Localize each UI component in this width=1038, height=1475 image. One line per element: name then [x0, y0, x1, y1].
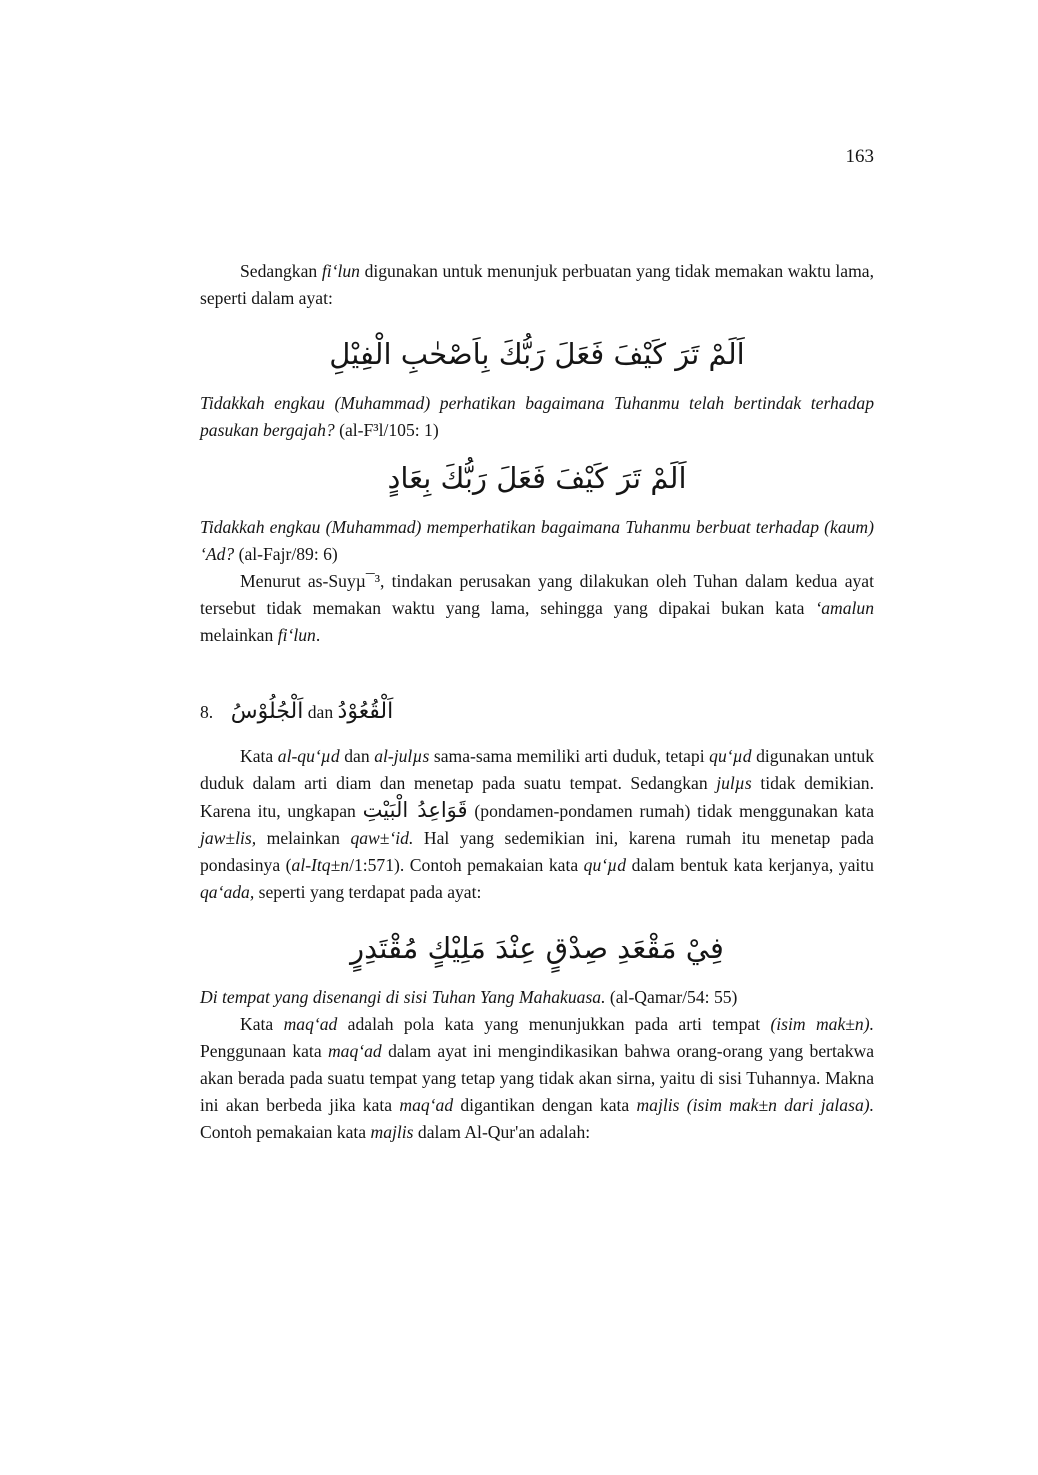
text-segment: (al-Fajr/89: 6): [238, 544, 338, 564]
text-segment: Sedangkan: [240, 261, 322, 281]
quran-verse-al-qamar-54-55: فِيْ مَقْعَدِ صِدْقٍ عِنْدَ مَلِيْكٍ مُقْتَدِرٍ: [350, 931, 724, 965]
paragraph-quud-julus: [200, 743, 874, 906]
text-segment: dan: [303, 702, 338, 722]
text-segment: dalam Al-Qur'an adalah:: [413, 1122, 591, 1142]
text-segment: digantikan dengan kata: [453, 1095, 637, 1115]
text-segment: al-qu‘µd: [277, 746, 340, 766]
translation-al-qamar: [200, 984, 874, 1011]
text-segment: seperti yang terdapat pada ayat:: [254, 882, 482, 902]
page-number: 163: [845, 146, 874, 167]
quran-verse-al-fil-105-1: اَلَمْ تَرَ كَيْفَ فَعَلَ رَبُّكَ بِاَصْحٰبِ الْفِيْلِ: [329, 337, 745, 371]
text-segment: Contoh pemakaian kata: [200, 1122, 371, 1142]
text-segment: Penggunaan kata: [200, 1041, 328, 1061]
text-segment: 8.: [200, 702, 231, 722]
text-segment: julµs: [716, 773, 752, 793]
text-segment: (pondamen-pondamen rumah) tidak menggunakan kata: [467, 801, 875, 821]
text-segment: digunakan untuk duduk dalam arti diam dan menetap pada suatu tempat. Sedangkan: [200, 746, 874, 793]
text-segment: al-julµs: [374, 746, 430, 766]
text-segment: qaw±‘id.: [350, 828, 414, 848]
text-segment: اَلْقُعُوْدُ: [337, 699, 394, 724]
paragraph-filun-intro: [200, 258, 874, 312]
text-segment: sama-sama memiliki arti duduk, tetapi: [429, 746, 710, 766]
text-segment: Kata: [240, 746, 278, 766]
text-segment: Menurut as-Suyµ¯³, tindakan perusakan yang dilakukan oleh Tuhan dalam kedua ayat tersebut tidak memakan waktu yang lama, sehingga yang dipakai bukan kata: [200, 571, 874, 618]
text-segment: fi‘lun: [321, 261, 360, 281]
text-segment: jaw±lis,: [200, 828, 257, 848]
translation-al-fil: [200, 390, 874, 444]
text-segment: majlis (isim mak±n dari jalasa).: [636, 1095, 874, 1115]
text-segment: digunakan untuk menunjuk perbuatan yang tidak memakan waktu lama, seperti dalam ayat:: [200, 261, 874, 308]
text-segment: melainkan: [200, 625, 278, 645]
translation-al-fajr: [200, 514, 874, 568]
text-segment: (al-Qamar/54: 55): [609, 987, 738, 1007]
text-segment: dalam ayat ini mengindikasikan bahwa orang-orang yang bertakwa akan berada pada suatu tempat yang tetap yang tidak akan sirna, yaitu di sisi Tuhannya. Makna ini akan berbeda jika kata: [200, 1041, 875, 1115]
text-segment: (al-F³l/105: 1): [339, 420, 439, 440]
text-segment: qa‘ada,: [200, 882, 255, 902]
text-segment: Kata: [240, 1014, 284, 1034]
text-segment: tidak demikian. Karena itu, ungkapan: [200, 773, 874, 821]
text-segment: fi‘lun: [277, 625, 316, 645]
text-segment: ‘amalun: [815, 598, 874, 618]
text-segment: maq‘ad: [399, 1095, 454, 1115]
text-segment: Hal yang sedemikian ini, karena rumah itu menetap pada pondasinya (: [200, 828, 874, 875]
text-segment: Di tempat yang disenangi di sisi Tuhan Yang Mahakuasa.: [200, 987, 610, 1007]
text-segment: melainkan: [256, 828, 351, 848]
text-segment: dan: [339, 746, 375, 766]
text-segment: maq‘ad: [327, 1041, 382, 1061]
text-segment: اَلْجُلُوْسُ: [230, 699, 304, 724]
text-segment: (isim mak±n).: [770, 1014, 874, 1034]
paragraph-maqad-majlis: [200, 1011, 874, 1146]
text-segment: قَوَاعِدُ الْبَيْتِ: [362, 798, 468, 822]
text-segment: .: [315, 625, 321, 645]
text-segment: qu‘µd: [583, 855, 627, 875]
text-segment: majlis: [370, 1122, 414, 1142]
text-segment: Tidakkah engkau (Muhammad) memperhatikan bagaimana Tuhanmu berbuat terhadap (kaum) ‘Ad?: [200, 517, 874, 564]
text-segment: maq‘ad: [283, 1014, 338, 1034]
text-segment: Tidakkah engkau (Muhammad) perhatikan bagaimana Tuhanmu telah bertindak terhadap pasukan bergajah?: [200, 393, 874, 440]
paragraph-suyuti: [200, 568, 874, 649]
text-segment: al-Itq±n: [291, 855, 350, 875]
text-segment: qu‘µd: [709, 746, 752, 766]
section-heading-8-julus-quud: [200, 697, 874, 727]
text-segment: dalam bentuk kata kerjanya, yaitu: [626, 855, 874, 875]
text-segment: adalah pola kata yang menunjukkan pada arti tempat: [337, 1014, 771, 1034]
quran-verse-al-fajr-89-6: اَلَمْ تَرَ كَيْفَ فَعَلَ رَبُّكَ بِعَادٍ: [387, 461, 687, 495]
text-segment: /1:571). Contoh pemakaian kata: [349, 855, 584, 875]
